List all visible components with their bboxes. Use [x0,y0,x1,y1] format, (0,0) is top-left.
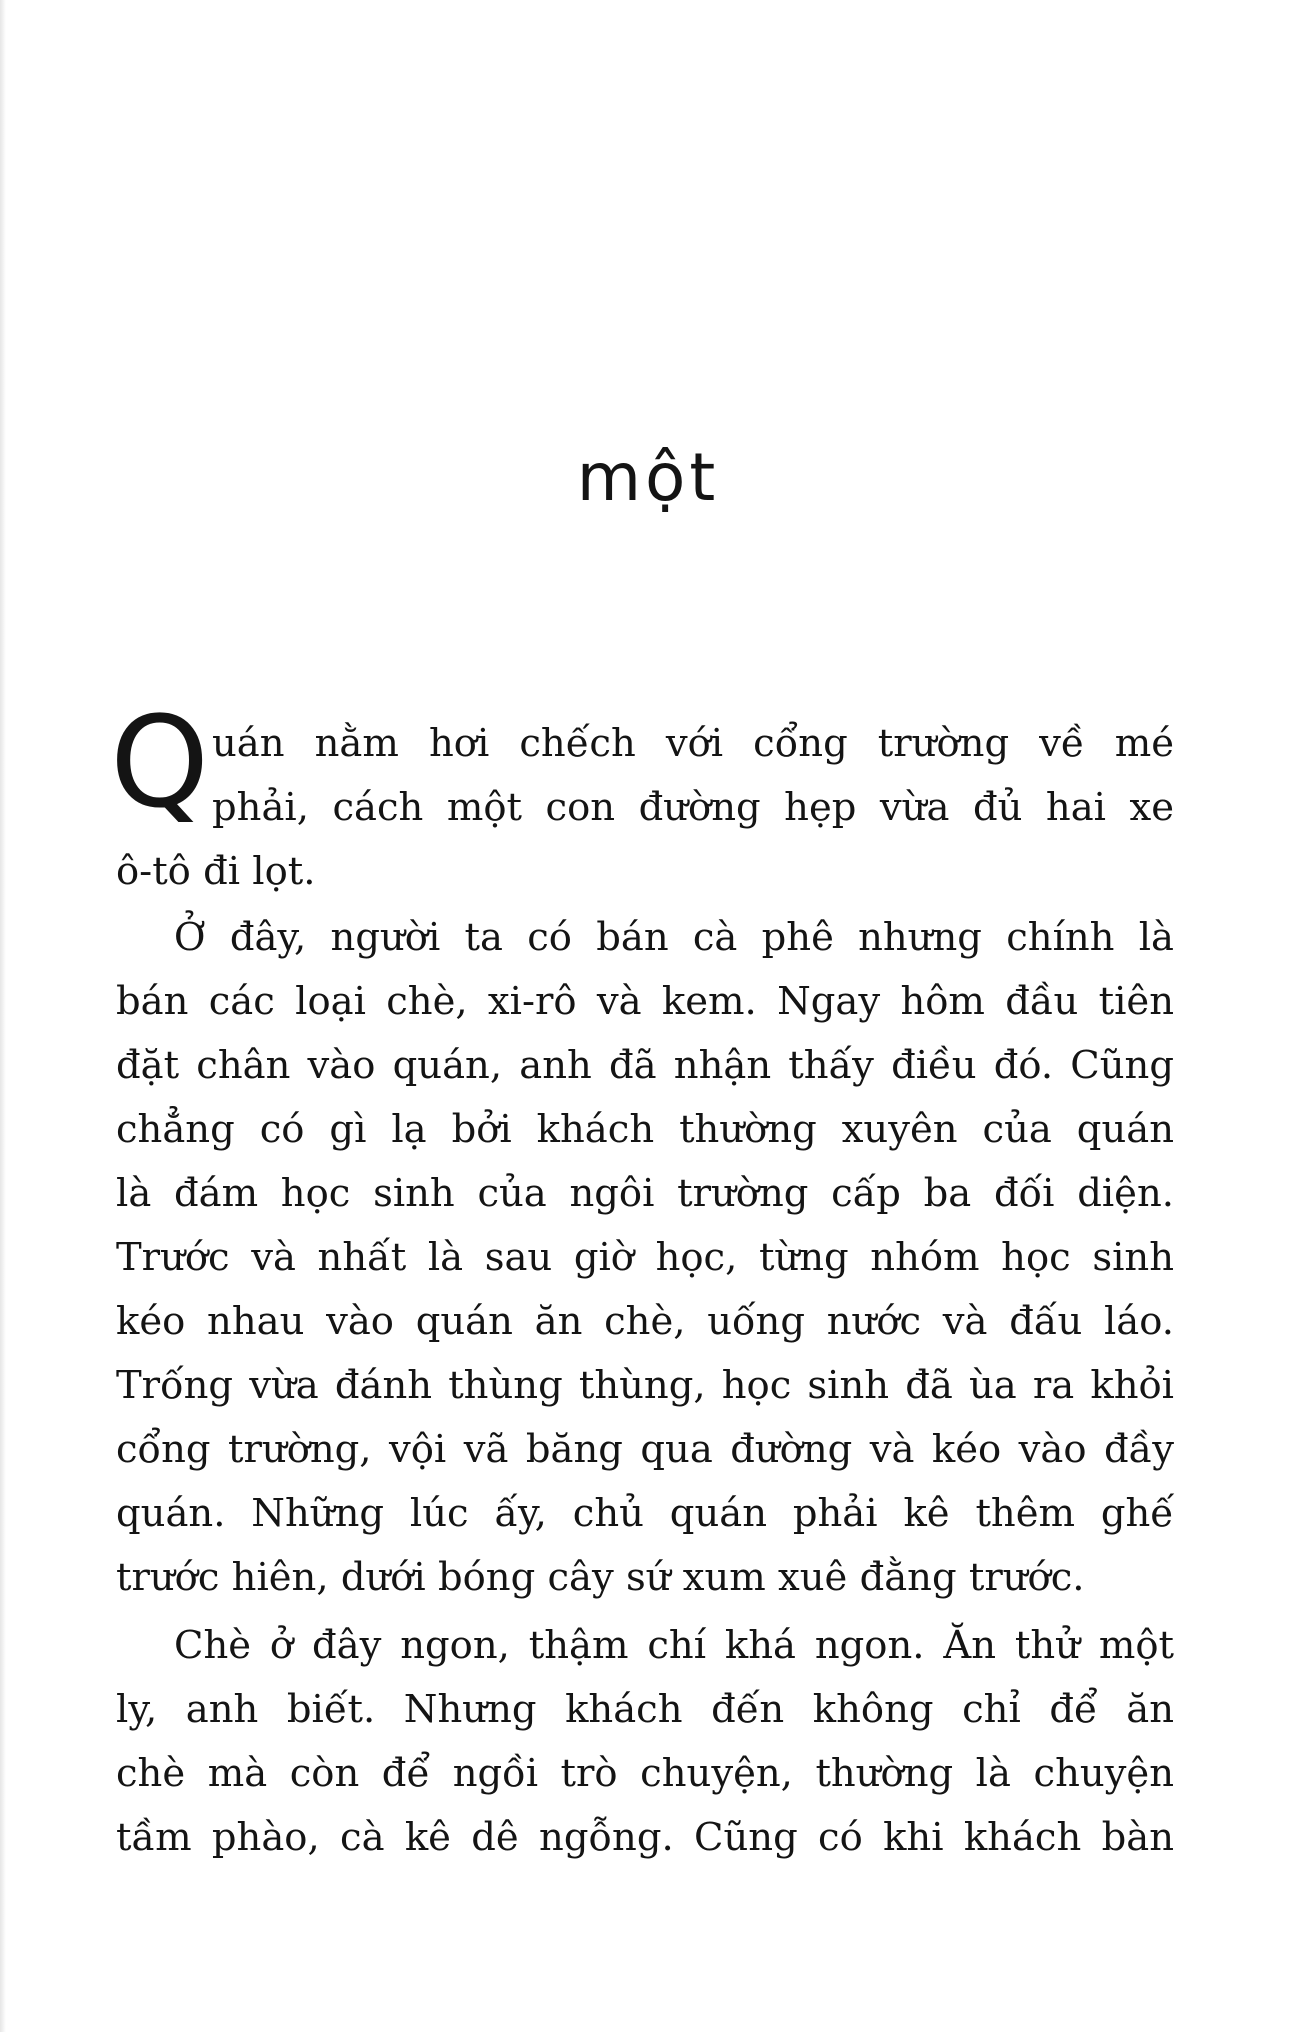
paragraph-line: cổng trường, vội vã băng qua đường và kéo vào đầy [116,1427,1174,1472]
paragraph-line: quán. Những lúc ấy, chủ quán phải kê thêm ghế [116,1491,1174,1536]
paragraph-line: trước hiên, dưới bóng cây sứ xum xuê đằng trước. [116,1555,1085,1600]
paragraph-line: Trước và nhất là sau giờ học, từng nhóm học sinh [116,1235,1174,1280]
paragraph-line: kéo nhau vào quán ăn chè, uống nước và đấu láo. [116,1299,1174,1344]
paragraph-2 [116,906,1174,1610]
paragraph-line: Chè ở đây ngon, thậm chí khá ngon. Ăn thử một [174,1623,1174,1668]
chapter-title: một [576,439,720,516]
drop-cap: Q [110,689,210,836]
paragraph-line: uán nằm hơi chếch với cổng trường về mé [212,721,1174,766]
paragraph-1 [116,712,1174,904]
paragraph-line: là đám học sinh của ngôi trường cấp ba đối diện. [116,1171,1174,1216]
paragraph-line: Trống vừa đánh thùng thùng, học sinh đã ùa ra khỏi [116,1363,1174,1408]
paragraph-line: ly, anh biết. Nhưng khách đến không chỉ để ăn [116,1687,1174,1732]
paragraph-line: tầm phào, cà kê dê ngỗng. Cũng có khi khách bàn [116,1815,1174,1860]
paragraph-line: chè mà còn để ngồi trò chuyện, thường là chuyện [116,1751,1174,1796]
paragraph-line: ô-tô đi lọt. [116,849,316,894]
paragraph-line: phải, cách một con đường hẹp vừa đủ hai xe [212,785,1174,830]
paragraph-line: chẳng có gì lạ bởi khách thường xuyên của quán [116,1107,1174,1152]
paragraph-line: bán các loại chè, xi-rô và kem. Ngay hôm đầu tiên [116,979,1174,1024]
page-edge [0,0,6,2032]
paragraph-line: Ở đây, người ta có bán cà phê nhưng chính là [174,915,1174,960]
paragraph-line: đặt chân vào quán, anh đã nhận thấy điều đó. Cũng [116,1043,1174,1088]
paragraph-3 [116,1614,1174,1870]
